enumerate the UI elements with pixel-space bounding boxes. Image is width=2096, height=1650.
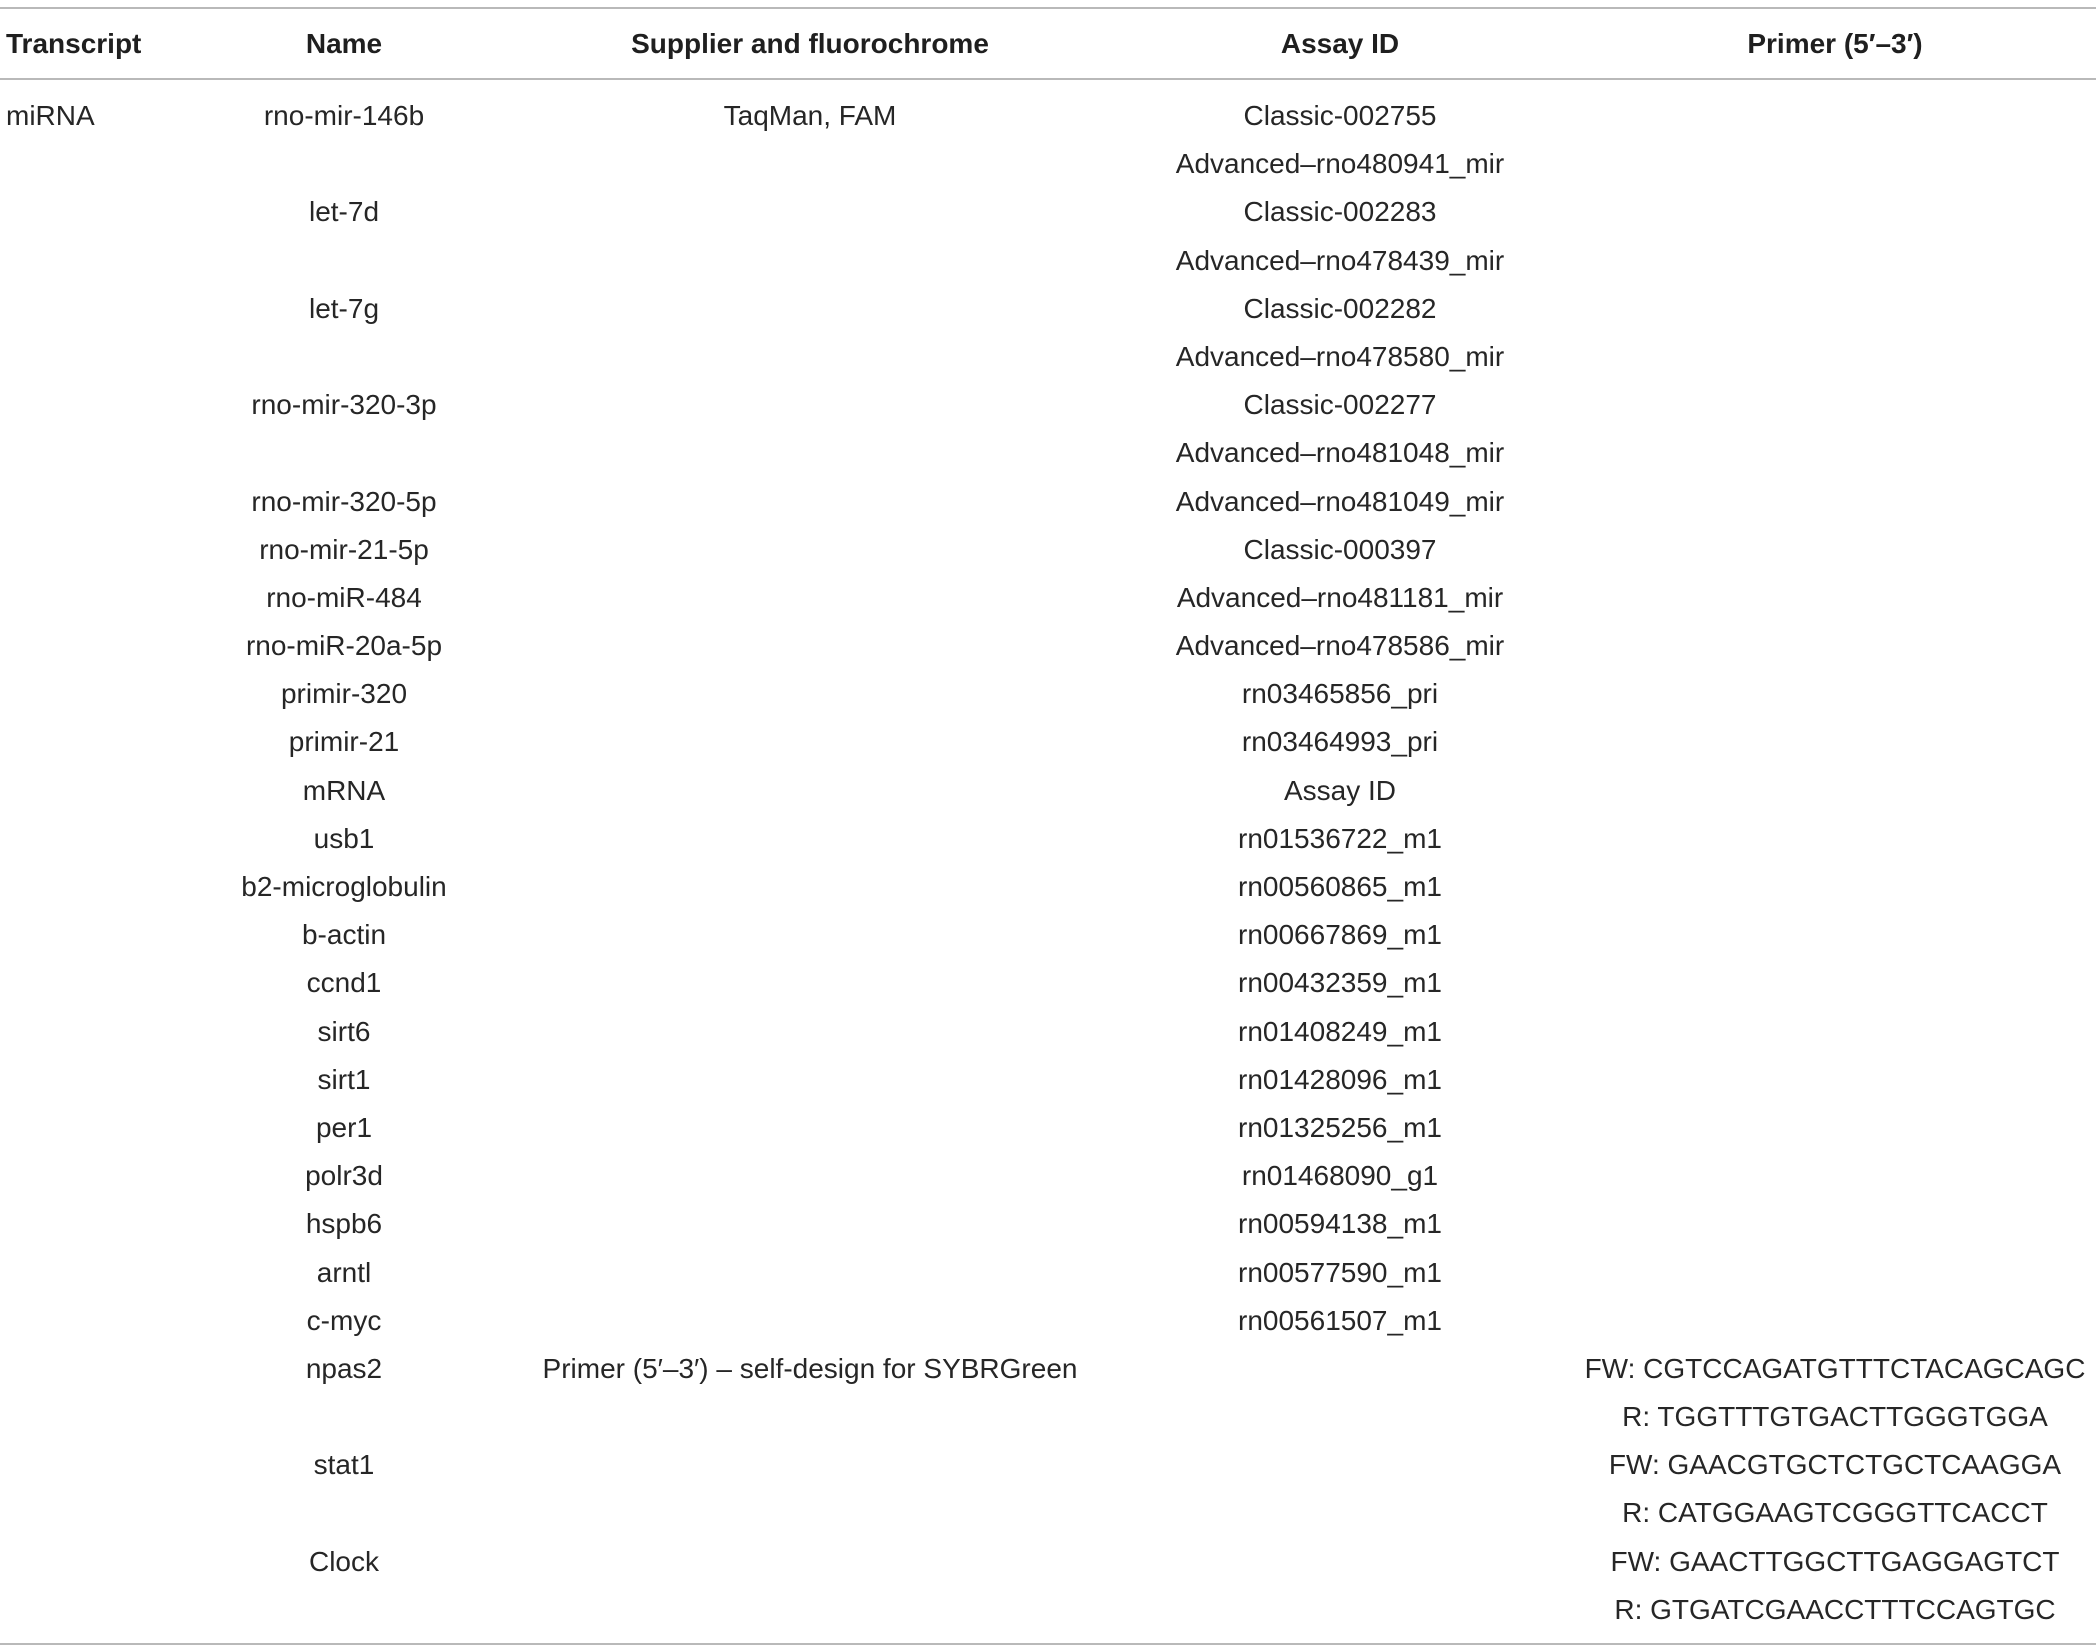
table-row bbox=[0, 237, 2096, 285]
cell-name: let-7d bbox=[308, 196, 380, 228]
cell-assay-id: Advanced–rno481049_mir bbox=[1175, 485, 1505, 517]
table-bottom-rule bbox=[0, 1643, 2096, 1645]
cell-primer bbox=[1580, 188, 2090, 236]
cell-supplier bbox=[520, 188, 1100, 236]
cell-name: usb1 bbox=[313, 822, 375, 854]
table-row bbox=[0, 1249, 2096, 1297]
cell-name: rno-miR-20a-5p bbox=[245, 630, 443, 662]
cell-primer bbox=[1580, 1249, 2090, 1297]
cell-assay-id bbox=[1140, 1489, 1540, 1537]
cell-assay-id: rn01408249_m1 bbox=[1238, 1015, 1442, 1047]
cell-supplier bbox=[520, 670, 1100, 718]
cell-transcript bbox=[6, 1249, 236, 1297]
cell-transcript: miRNA bbox=[6, 100, 95, 131]
cell-supplier bbox=[520, 1441, 1100, 1489]
cell-supplier bbox=[520, 140, 1100, 188]
header-name: Name bbox=[305, 28, 383, 59]
cell-transcript bbox=[6, 1345, 236, 1393]
cell-transcript bbox=[6, 1586, 236, 1634]
cell-primer bbox=[1580, 478, 2090, 526]
cell-name bbox=[204, 237, 484, 285]
cell-name bbox=[204, 1586, 484, 1634]
cell-supplier bbox=[520, 911, 1100, 959]
cell-transcript bbox=[6, 526, 236, 574]
cell-supplier bbox=[520, 622, 1100, 670]
cell-supplier bbox=[520, 959, 1100, 1007]
table-row bbox=[0, 959, 2096, 1007]
cell-assay-id: rn00594138_m1 bbox=[1238, 1208, 1442, 1240]
cell-assay-id: rn00561507_m1 bbox=[1238, 1304, 1442, 1336]
cell-transcript bbox=[6, 1152, 236, 1200]
header-assay-id: Assay ID bbox=[1280, 28, 1400, 59]
header-transcript: Transcript bbox=[6, 28, 142, 59]
cell-transcript bbox=[6, 1008, 236, 1056]
cell-supplier bbox=[520, 718, 1100, 766]
cell-assay-id: Advanced–rno480941_mir bbox=[1175, 148, 1505, 180]
cell-primer: R: CATGGAAGTCGGGTTCACCT bbox=[1622, 1497, 2048, 1529]
cell-name: rno-mir-320-3p bbox=[251, 389, 437, 421]
table-row bbox=[0, 285, 2096, 333]
cell-primer bbox=[1580, 1200, 2090, 1248]
cell-supplier bbox=[520, 526, 1100, 574]
cell-assay-id: rn03464993_pri bbox=[1241, 726, 1439, 758]
cell-primer bbox=[1580, 526, 2090, 574]
cell-transcript bbox=[6, 1441, 236, 1489]
cell-assay-id: Classic-002277 bbox=[1243, 389, 1437, 421]
table-row bbox=[0, 1393, 2096, 1441]
cell-transcript bbox=[6, 718, 236, 766]
cell-supplier bbox=[520, 333, 1100, 381]
cell-primer bbox=[1580, 911, 2090, 959]
cell-name: Clock bbox=[308, 1545, 379, 1577]
cell-assay-id: Classic-002755 bbox=[1243, 100, 1437, 131]
cell-name bbox=[204, 333, 484, 381]
cell-assay-id bbox=[1140, 1345, 1540, 1393]
table-row bbox=[0, 1008, 2096, 1056]
table-row bbox=[0, 1586, 2096, 1634]
cell-assay-id: rn01468090_g1 bbox=[1241, 1160, 1439, 1192]
cell-transcript bbox=[6, 1056, 236, 1104]
table-header bbox=[0, 9, 2096, 78]
cell-supplier bbox=[520, 1104, 1100, 1152]
cell-name bbox=[204, 1393, 484, 1441]
cell-supplier bbox=[520, 1152, 1100, 1200]
cell-assay-id: rn03465856_pri bbox=[1241, 678, 1439, 710]
cell-supplier bbox=[520, 1056, 1100, 1104]
cell-transcript bbox=[6, 1200, 236, 1248]
cell-primer bbox=[1580, 1152, 2090, 1200]
cell-assay-id: rn00432359_m1 bbox=[1238, 967, 1442, 999]
cell-name: b2-microglobulin bbox=[241, 871, 447, 902]
cell-transcript bbox=[6, 237, 236, 285]
cell-primer bbox=[1580, 1056, 2090, 1104]
table-row bbox=[0, 1489, 2096, 1537]
table-row bbox=[0, 1056, 2096, 1104]
cell-assay-id: rn01325256_m1 bbox=[1238, 1111, 1442, 1143]
cell-name: polr3d bbox=[305, 1160, 383, 1192]
cell-transcript bbox=[6, 333, 236, 381]
table-row bbox=[0, 92, 2096, 140]
cell-primer bbox=[1580, 1297, 2090, 1345]
table-row bbox=[0, 863, 2096, 911]
cell-name: rno-mir-320-5p bbox=[251, 485, 437, 517]
cell-primer bbox=[1580, 815, 2090, 863]
cell-primer bbox=[1580, 767, 2090, 815]
cell-supplier: TaqMan, FAM bbox=[723, 100, 897, 131]
cell-name: b-actin bbox=[301, 919, 387, 951]
header-primer: Primer (5′–3′) bbox=[1747, 28, 1923, 59]
cell-assay-id bbox=[1140, 1393, 1540, 1441]
table-row bbox=[0, 1441, 2096, 1489]
cell-supplier bbox=[520, 1200, 1100, 1248]
cell-primer bbox=[1580, 718, 2090, 766]
cell-assay-id: rn00560865_m1 bbox=[1238, 871, 1442, 902]
cell-transcript bbox=[6, 767, 236, 815]
table-row bbox=[0, 1104, 2096, 1152]
cell-name: stat1 bbox=[313, 1449, 375, 1481]
table-row bbox=[0, 718, 2096, 766]
table-row bbox=[0, 1297, 2096, 1345]
cell-assay-id: Assay ID bbox=[1283, 774, 1397, 806]
cell-assay-id: Advanced–rno478439_mir bbox=[1175, 244, 1505, 276]
table-body bbox=[0, 92, 2096, 1634]
cell-primer bbox=[1580, 863, 2090, 911]
cell-name: sirt1 bbox=[317, 1063, 371, 1095]
table-row bbox=[0, 622, 2096, 670]
table-header-rule bbox=[0, 78, 2096, 80]
cell-primer: FW: CGTCCAGATGTTTCTACAGCAGC bbox=[1584, 1352, 2086, 1384]
cell-primer: FW: GAACTTGGCTTGAGGAGTCT bbox=[1610, 1545, 2060, 1577]
cell-name: sirt6 bbox=[317, 1015, 371, 1047]
cell-supplier bbox=[520, 1249, 1100, 1297]
cell-transcript bbox=[6, 574, 236, 622]
cell-supplier bbox=[520, 237, 1100, 285]
cell-assay-id: Advanced–rno478586_mir bbox=[1175, 630, 1505, 662]
table-row bbox=[0, 574, 2096, 622]
table-row bbox=[0, 1152, 2096, 1200]
cell-supplier bbox=[520, 574, 1100, 622]
table-row bbox=[0, 429, 2096, 477]
cell-primer bbox=[1580, 1008, 2090, 1056]
cell-transcript bbox=[6, 815, 236, 863]
table-row bbox=[0, 670, 2096, 718]
table-row bbox=[0, 767, 2096, 815]
cell-transcript bbox=[6, 285, 236, 333]
cell-name: npas2 bbox=[305, 1352, 383, 1384]
cell-name: let-7g bbox=[308, 292, 380, 324]
cell-transcript bbox=[6, 429, 236, 477]
cell-transcript bbox=[6, 381, 236, 429]
cell-assay-id: rn01428096_m1 bbox=[1238, 1063, 1442, 1095]
cell-assay-id: rn00577590_m1 bbox=[1238, 1256, 1442, 1288]
table-row bbox=[0, 1345, 2096, 1393]
cell-name: mRNA bbox=[302, 774, 386, 806]
table-row bbox=[0, 188, 2096, 236]
cell-name: rno-miR-484 bbox=[266, 581, 422, 613]
cell-name: rno-mir-21-5p bbox=[259, 533, 429, 565]
table-row bbox=[0, 1538, 2096, 1586]
cell-supplier bbox=[520, 1538, 1100, 1586]
cell-primer bbox=[1580, 622, 2090, 670]
table-row bbox=[0, 333, 2096, 381]
cell-supplier bbox=[520, 429, 1100, 477]
cell-primer bbox=[1580, 140, 2090, 188]
cell-transcript bbox=[6, 1297, 236, 1345]
cell-name bbox=[204, 140, 484, 188]
cell-supplier bbox=[520, 815, 1100, 863]
header-supplier: Supplier and fluorochrome bbox=[631, 28, 989, 59]
cell-name: ccnd1 bbox=[306, 967, 382, 999]
cell-assay-id bbox=[1140, 1586, 1540, 1634]
cell-transcript bbox=[6, 1489, 236, 1537]
cell-name: per1 bbox=[315, 1111, 373, 1143]
cell-transcript bbox=[6, 1393, 236, 1441]
cell-transcript bbox=[6, 188, 236, 236]
cell-name: primir-21 bbox=[288, 726, 400, 758]
cell-assay-id: rn00667869_m1 bbox=[1238, 919, 1442, 951]
cell-transcript bbox=[6, 959, 236, 1007]
cell-supplier bbox=[520, 1297, 1100, 1345]
cell-primer bbox=[1580, 92, 2090, 140]
cell-supplier bbox=[520, 1393, 1100, 1441]
cell-transcript bbox=[6, 670, 236, 718]
cell-primer bbox=[1580, 237, 2090, 285]
cell-supplier bbox=[520, 285, 1100, 333]
cell-supplier bbox=[520, 478, 1100, 526]
cell-assay-id: Classic-002283 bbox=[1243, 196, 1437, 228]
table-row bbox=[0, 140, 2096, 188]
cell-name bbox=[204, 429, 484, 477]
cell-transcript bbox=[6, 863, 236, 911]
cell-assay-id: rn01536722_m1 bbox=[1238, 822, 1442, 854]
cell-primer: R: TGGTTTGTGACTTGGGTGGA bbox=[1622, 1401, 2048, 1433]
cell-primer bbox=[1580, 381, 2090, 429]
cell-transcript bbox=[6, 1104, 236, 1152]
cell-primer: R: GTGATCGAACCTTTCCAGTGC bbox=[1614, 1593, 2056, 1625]
cell-supplier bbox=[520, 1489, 1100, 1537]
cell-supplier: Primer (5′–3′) – self-design for SYBRGreen bbox=[542, 1352, 1078, 1384]
cell-supplier bbox=[520, 1008, 1100, 1056]
cell-name bbox=[204, 1489, 484, 1537]
table-row bbox=[0, 526, 2096, 574]
cell-transcript bbox=[6, 1538, 236, 1586]
cell-supplier bbox=[520, 381, 1100, 429]
table-row bbox=[0, 1200, 2096, 1248]
cell-name: primir-320 bbox=[280, 678, 408, 710]
cell-primer bbox=[1580, 1104, 2090, 1152]
cell-assay-id bbox=[1140, 1538, 1540, 1586]
cell-name: hspb6 bbox=[305, 1208, 383, 1240]
cell-primer bbox=[1580, 574, 2090, 622]
cell-primer bbox=[1580, 670, 2090, 718]
cell-transcript bbox=[6, 911, 236, 959]
cell-assay-id: Classic-000397 bbox=[1243, 533, 1437, 565]
cell-name: rno-mir-146b bbox=[263, 100, 425, 131]
cell-assay-id: Advanced–rno481181_mir bbox=[1176, 581, 1504, 613]
cell-primer bbox=[1580, 959, 2090, 1007]
cell-name: arntl bbox=[316, 1256, 372, 1288]
cell-transcript bbox=[6, 140, 236, 188]
table-row bbox=[0, 815, 2096, 863]
cell-assay-id: Advanced–rno478580_mir bbox=[1175, 340, 1505, 372]
table-row bbox=[0, 478, 2096, 526]
cell-transcript bbox=[6, 478, 236, 526]
table-row bbox=[0, 381, 2096, 429]
cell-assay-id: Advanced–rno481048_mir bbox=[1175, 437, 1505, 469]
cell-primer bbox=[1580, 285, 2090, 333]
cell-supplier bbox=[520, 767, 1100, 815]
cell-transcript bbox=[6, 622, 236, 670]
cell-assay-id: Classic-002282 bbox=[1243, 292, 1437, 324]
cell-name: c-myc bbox=[306, 1304, 382, 1336]
cell-assay-id bbox=[1140, 1441, 1540, 1489]
cell-supplier bbox=[520, 863, 1100, 911]
cell-primer: FW: GAACGTGCTCTGCTCAAGGA bbox=[1608, 1449, 2062, 1481]
cell-primer bbox=[1580, 429, 2090, 477]
cell-supplier bbox=[520, 1586, 1100, 1634]
table-row bbox=[0, 911, 2096, 959]
cell-primer bbox=[1580, 333, 2090, 381]
